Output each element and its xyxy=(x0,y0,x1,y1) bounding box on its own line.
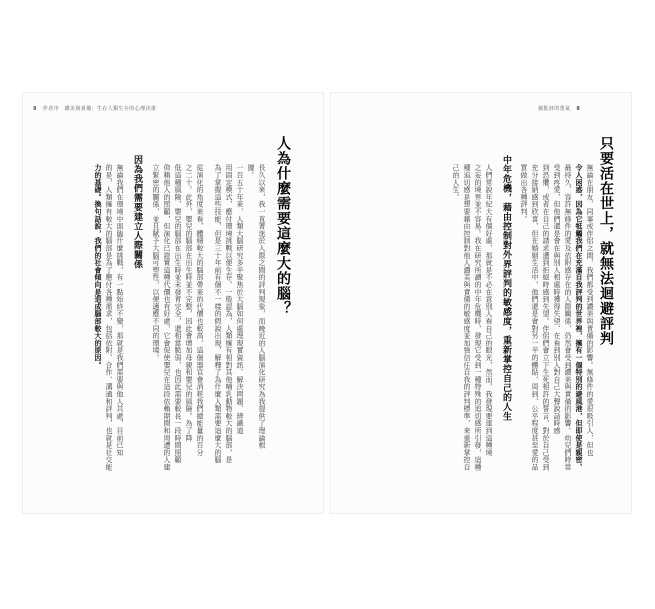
left-para3-bold-line: 力的基礎。換句話說，我們的社會傾向是造成腦部較大的原因。 xyxy=(94,164,102,369)
left-para1-line: 為了掌握這些技能，但是三十年前有個不一樣的假說出現，解釋了為什麼人類需要這麼大的腦 xyxy=(214,164,222,464)
left-para2-line: 立緊密的關係，並且賦予大腦可塑性，以便適應不同的環境。 xyxy=(152,164,160,362)
left-running-head-text: 作者序 讚美與責備：生在人類生存的心理決策 xyxy=(42,106,157,112)
right-para1-line: 令人困惑，因為它牴觸我們在充滿自我評判的世界裡，擁有一個特別的避風港，但即使是親密、 xyxy=(575,164,583,471)
left-para2-line: 從演化的角度來看，體積較大的腦部帶來的代價也較高，這個器官會消耗我們總能量的百分 xyxy=(196,164,204,456)
right-section-title: 只要活在世上，就無法迴避評判 xyxy=(598,136,614,346)
left-para2-line: 低這種風險，嬰兒的腦部在出生時並未發育完全，還相當脆弱，也因此需要較長一段時間照顧 xyxy=(174,164,182,464)
left-para2-line: 仰賴他人的照顧，但演化已證實這種代價也有好處，它會促使嬰兒在這段依賴期間和周遭的人建 xyxy=(163,164,171,471)
left-para3-line: 無論我們在環境中面臨什麼挑戰，有一點始終不變，那就是我們需要與他人共處，目前已知 xyxy=(116,164,124,456)
right-para1-line: 充分接納感到欣喜，但在婚姻生活中，他們還是會對另一半的體貼，周到、公平程度甚至愛的品 xyxy=(531,164,539,471)
right-para1-line: 最持久、容許無條件的愛及依附感存在的人際關係，仍然會受到讚美與責備的影響。幼兒們時常 xyxy=(564,164,572,471)
right-para2-line: 人們常說年紀大有個好處，那就是不必在意別人看自己的眼光，然而，我發現要達到這種境 xyxy=(485,164,493,456)
right-running-head-text: 被批評的勇氣 xyxy=(538,106,571,112)
right-para2-line: 種追切感是想要藉由控制對他人讚美與責備的敏感度並加強信任自我的評判標準，來重新掌控自 xyxy=(463,164,471,471)
left-para1-line: 用固定模式，應付環境挑戰以便生存。一般認為，人類擁有相對其他哺乳動物較大的腦部，是 xyxy=(225,164,233,464)
left-para3-line: 的是，人類擁有較大的腦部是為了應付各種需求，包括依附、合作、溝通和評判，也就是社交能 xyxy=(105,164,113,471)
left-running-head xyxy=(33,105,156,112)
right-para1-line: 無論在朋友、同事或伴侶之間，我們都受到讚美與責備的影響。無條件的愛很吸引人，但也 xyxy=(586,164,594,456)
right-running-head xyxy=(538,105,580,112)
left-page-number: 9 xyxy=(33,106,37,112)
left-subheading: 因為我們需要建立人際關係 xyxy=(132,155,142,269)
left-para1-line: 長久以來，我一直著迷於人際之間的評判現象，而晚近的人腦演化研究為我提供了理論根 xyxy=(258,164,266,449)
left-para1-line: 一百五十年來，人類大腦研究多半聚焦於大腦如何處理現實資訊、解決問題、辨識道 xyxy=(236,164,244,435)
right-para2-line: 己的人生。 xyxy=(452,164,460,201)
right-para1-line: 到恐懼，或者在自己的請求遭到拒絕時感到失望。伴侶們會立下生死相許的誓言，對於自己受到 xyxy=(542,164,550,471)
left-para2-line: 之二十。此外，嬰兒的腦部在出生時並不完整，因此會增加母親和嬰兒的風險。為了降 xyxy=(185,164,193,442)
right-para2-line: 之妄的境界並不容易。我在研究所讀的中年危機時，發現它受到一種特殊的追切感所引發，這種 xyxy=(474,164,482,471)
left-section-title: 人為什麼需要這麼大的腦？ xyxy=(275,136,291,316)
right-page-number: 8 xyxy=(576,106,581,112)
left-para1-line: 據。 xyxy=(247,164,255,179)
right-subheading: 中年危機，藉由控制對外界評判的敏感度，重新掌控自己的人生 xyxy=(501,155,511,421)
right-para1-line: 受到疼愛，但他們還是會在與別人相處時獲得失望、在看到別人對自己大聲說話時感 xyxy=(553,164,561,435)
right-para1-line: 質做出各種評判。 xyxy=(520,164,528,223)
